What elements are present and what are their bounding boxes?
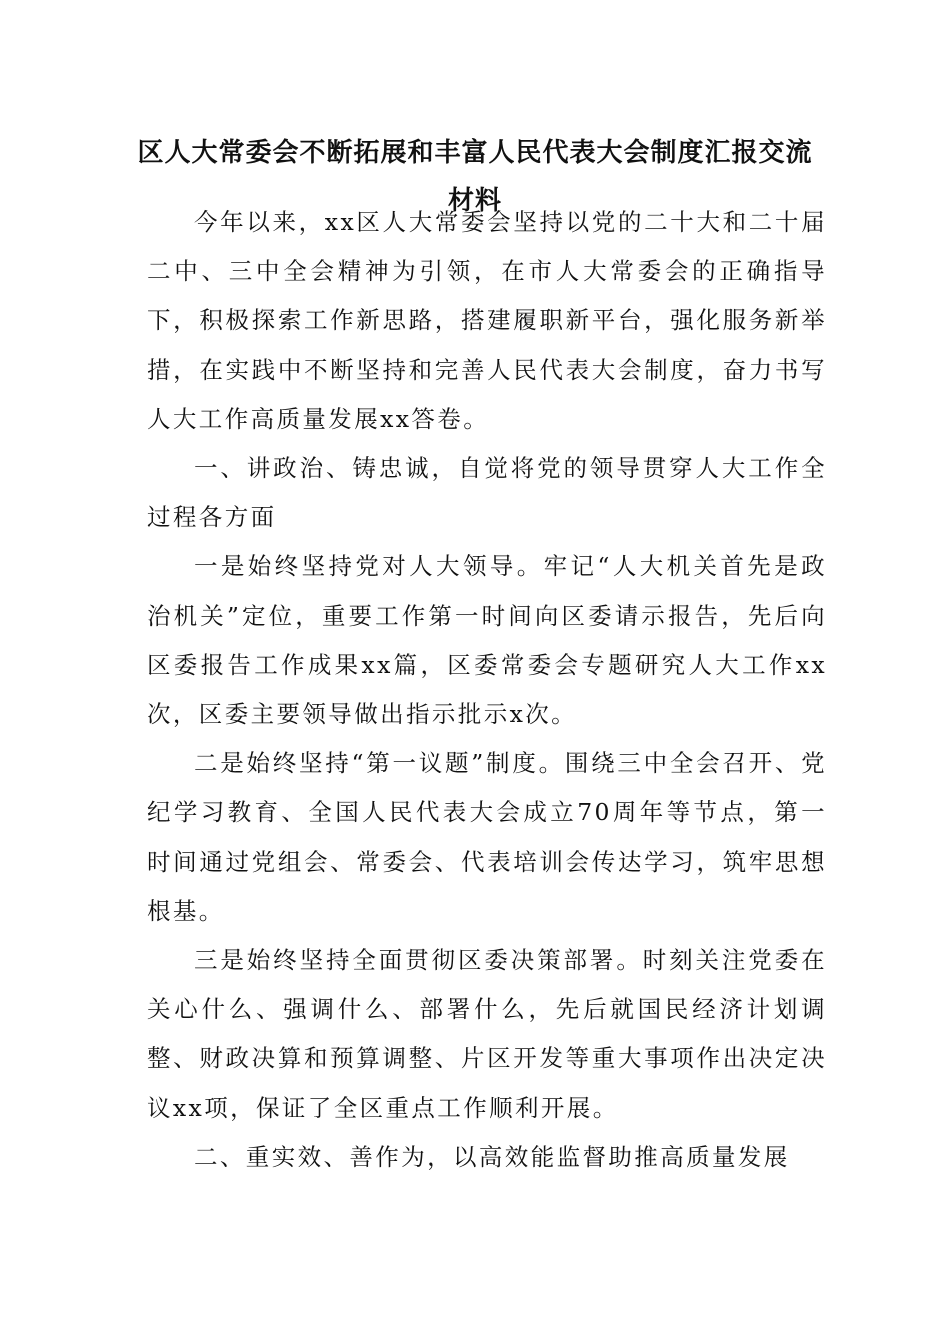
section-heading-1: 一、讲政治、铸忠诚，自觉将党的领导贯穿人大工作全过程各方面	[147, 454, 827, 532]
paragraph-point-2: 二是始终坚持“第一议题”制度。围绕三中全会召开、党纪学习教育、全国人民代表大会成立70周年等节点，第一时间通过党组会、常委会、代表培训会传达学习，筑牢思想根基。	[147, 749, 827, 925]
paragraph-point-3: 三是始终坚持全面贯彻区委决策部署。时刻关注党委在关心什么、强调什么、部署什么，先后就国民经济计划调整、财政决算和预算调整、片区开发等重大事项作出决定决议xx项，保证了全区重点工作顺利开展。	[147, 946, 827, 1122]
document-title-line-1: 区人大常委会不断拓展和丰富人民代表大会制度汇报交流	[137, 138, 813, 168]
document-title-line-2: 材料	[447, 186, 502, 216]
paragraph-point-1: 一是始终坚持党对人大领导。牢记“人大机关首先是政治机关”定位，重要工作第一时间向区委请示报告，先后向区委报告工作成果xx篇，区委常委会专题研究人大工作xx次，区委主要领导做出指示批示x次。	[147, 552, 827, 729]
section-heading-2: 二、重实效、善作为，以高效能监督助推高质量发展	[194, 1142, 790, 1171]
document-body	[147, 198, 827, 1182]
intro-paragraph: 今年以来，xx区人大常委会坚持以党的二十大和二十届二中、三中全会精神为引领，在市人大常委会的正确指导下，积极探索工作新思路，搭建履职新平台，强化服务新举措，在实践中不断坚持和完善人民代表大会制度，奋力书写人大工作高质量发展xx答卷。	[147, 208, 827, 433]
